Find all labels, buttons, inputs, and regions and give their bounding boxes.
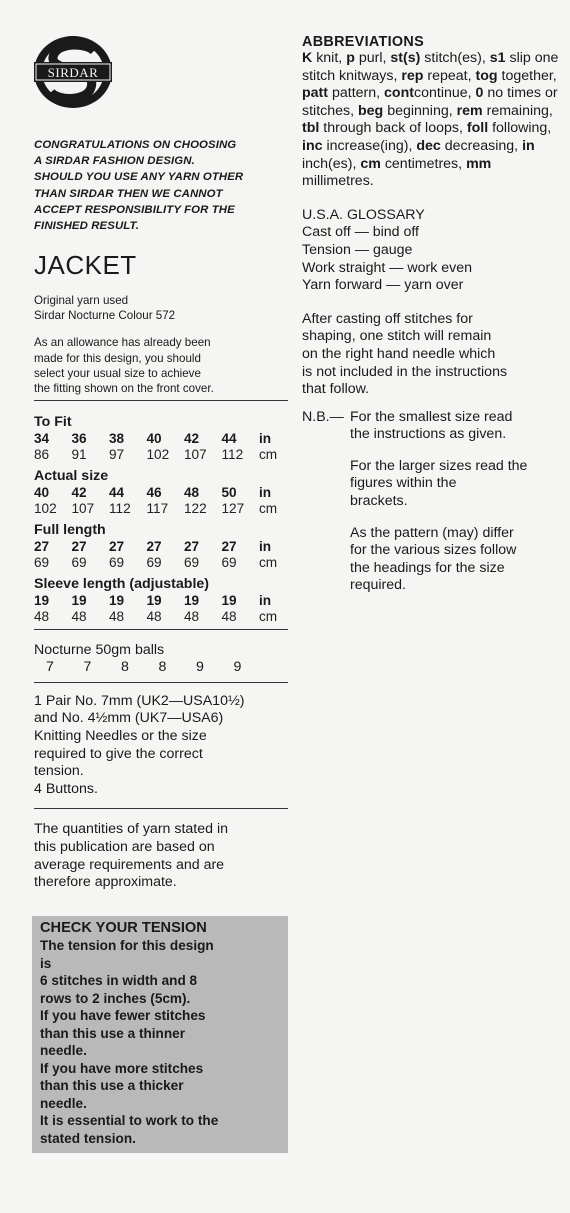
size-row-cm — [34, 501, 288, 518]
casting-line: is not included in the instructions — [302, 363, 508, 380]
abbreviation-term: tbl — [302, 120, 320, 137]
tension-line: than this use a thicker — [40, 1078, 184, 1094]
abbreviation-meaning: knit, — [316, 50, 343, 66]
size-value: 48 — [221, 609, 237, 625]
abbreviation-term: patt — [302, 85, 329, 102]
tension-line: The tension for this design — [40, 938, 214, 954]
size-row-cm — [34, 555, 288, 572]
quantities-line: this publication are based on — [34, 839, 215, 855]
divider — [34, 808, 288, 809]
design-title: JACKET — [34, 250, 137, 281]
abbreviation-term: mm — [466, 155, 492, 172]
abbreviation-term: tog — [475, 67, 498, 84]
original-yarn-line: Sirdar Nocturne Colour 572 — [34, 308, 176, 322]
size-value: 40 — [146, 430, 162, 446]
size-unit: cm — [259, 609, 278, 625]
size-heading: Actual size — [34, 467, 109, 484]
abbreviation-term: p — [346, 50, 355, 66]
needles-line: 1 Pair No. 7mm (UK2—USA10½) — [34, 692, 245, 709]
tension-line: needle. — [40, 1043, 87, 1059]
size-value: 48 — [184, 609, 200, 625]
size-value: 91 — [71, 447, 87, 463]
nb-second — [350, 458, 564, 511]
abbreviation-term: in — [522, 137, 535, 154]
divider — [34, 682, 288, 683]
size-value: 46 — [146, 484, 162, 500]
nb-second-line: For the larger sizes read the — [350, 457, 528, 474]
tension-line: If you have more stitches — [40, 1060, 204, 1076]
abbreviations-heading: ABBREVIATIONS — [302, 34, 424, 50]
ball-count: 7 — [83, 658, 92, 675]
tension-line: needle. — [40, 1095, 87, 1111]
nb-third — [350, 525, 564, 595]
size-value: 19 — [71, 592, 87, 608]
size-row-inches — [34, 593, 288, 610]
size-value: 69 — [34, 555, 50, 571]
abbreviation-term: cont — [384, 85, 414, 102]
tension-heading: CHECK YOUR TENSION — [40, 919, 207, 936]
size-heading: Sleeve length (adjustable) — [34, 575, 210, 592]
size-unit: cm — [259, 501, 278, 517]
abbreviation-term: foll — [466, 120, 489, 137]
size-value: 27 — [146, 538, 162, 554]
nb-note — [302, 409, 564, 595]
glossary-line: Work straight — work even — [302, 259, 473, 276]
size-value: 102 — [146, 447, 170, 463]
sirdar-logo — [32, 34, 114, 110]
needles-line: Knitting Needles or the size — [34, 728, 207, 745]
divider — [34, 629, 288, 630]
size-value: 69 — [184, 555, 200, 571]
notice-line: A SIRDAR FASHION DESIGN. — [34, 155, 195, 168]
size-row-inches — [34, 485, 288, 502]
size-value: 38 — [109, 430, 125, 446]
size-heading: To Fit — [34, 413, 72, 430]
allowance-line: the fitting shown on the front cover. — [34, 382, 214, 396]
notice-line: SHOULD YOU USE ANY YARN OTHER — [34, 171, 244, 184]
abbreviation-term: s1 — [489, 50, 506, 66]
size-value: 27 — [71, 538, 87, 554]
needles-line: required to give the correct — [34, 745, 203, 762]
size-value: 48 — [184, 484, 200, 500]
glossary-line: Tension — gauge — [302, 241, 413, 258]
original-yarn-line: Original yarn used — [34, 294, 129, 308]
size-value: 69 — [221, 555, 237, 571]
size-value: 107 — [71, 501, 95, 517]
size-value: 19 — [184, 592, 200, 608]
size-value: 48 — [109, 609, 125, 625]
yarn-label: Nocturne 50gm balls — [34, 641, 165, 658]
size-row-cm — [34, 447, 288, 464]
size-value: 107 — [184, 447, 207, 463]
tension-line: is — [40, 955, 52, 971]
tension-line: than this use a thinner — [40, 1025, 186, 1041]
abbreviation-term: beg — [358, 102, 384, 119]
left-column — [34, 34, 288, 1153]
abbreviation-meaning: stitch(es), — [424, 50, 486, 66]
abbreviation-term: dec — [416, 137, 441, 154]
allowance-line: select your usual size to achieve — [34, 367, 201, 381]
size-value: 19 — [34, 592, 50, 608]
size-heading: Full length — [34, 521, 106, 538]
size-value: 36 — [71, 430, 87, 446]
abbreviations-list — [302, 50, 564, 191]
tension-line: It is essential to work to the — [40, 1113, 219, 1129]
size-unit: cm — [259, 447, 278, 463]
size-group-full-length — [34, 518, 288, 572]
casting-line: on the right hand needle which — [302, 345, 496, 362]
size-row-inches — [34, 539, 288, 556]
abbreviation-meaning: pattern, — [331, 85, 381, 102]
nb-third-line: As the pattern (may) differ — [350, 524, 514, 541]
size-value: 117 — [146, 501, 169, 517]
size-value: 42 — [71, 484, 87, 500]
ball-count: 8 — [158, 658, 167, 675]
quantities-note — [34, 821, 288, 891]
size-group-sleeve-length — [34, 572, 288, 626]
abbreviation-meaning: decreasing, — [444, 137, 519, 154]
casting-line: After casting off stitches for — [302, 310, 473, 327]
yarn-requirements — [34, 642, 288, 676]
abbreviation-meaning: millimetres. — [302, 173, 374, 190]
quantities-line: The quantities of yarn stated in — [34, 821, 229, 838]
abbreviation-term: 0 — [475, 85, 484, 102]
size-group-to-fit — [34, 410, 288, 464]
nb-first-line: For the smallest size read — [350, 408, 513, 425]
size-value: 86 — [34, 447, 50, 463]
tension-line: stated tension. — [40, 1130, 136, 1146]
abbreviation-meaning: continue, — [414, 85, 472, 102]
size-value: 44 — [221, 430, 237, 446]
needles-line: 4 Buttons. — [34, 780, 98, 797]
size-unit: in — [259, 430, 272, 446]
notice-line: ACCEPT RESPONSIBILITY FOR THE — [34, 203, 235, 216]
nb-third-line: the headings for the size — [350, 559, 505, 576]
abbreviation-term: inc — [302, 137, 323, 154]
size-table — [34, 410, 288, 626]
abbreviation-meaning: centimetres, — [384, 155, 463, 172]
usa-glossary — [302, 207, 564, 295]
casting-line: shaping, one stitch will remain — [302, 328, 492, 345]
ball-count: 7 — [46, 658, 54, 675]
allowance-line: As an allowance has already been — [34, 336, 211, 350]
size-value: 19 — [221, 592, 237, 608]
nb-first — [302, 409, 564, 427]
abbreviation-term: cm — [360, 155, 381, 172]
size-value: 27 — [221, 538, 237, 554]
ball-count: 9 — [196, 658, 204, 675]
abbreviation-meaning: increase(ing), — [326, 137, 413, 154]
yarn-balls-row — [34, 659, 288, 676]
nb-label: N.B.— — [302, 408, 344, 425]
glossary-heading: U.S.A. GLOSSARY — [302, 206, 425, 223]
needles-line: tension. — [34, 763, 84, 780]
tension-line: If you have fewer stitches — [40, 1008, 206, 1024]
size-value: 48 — [146, 609, 162, 625]
allowance-note — [34, 335, 288, 397]
size-value: 102 — [34, 501, 57, 517]
size-value: 19 — [109, 592, 125, 608]
size-row-cm — [34, 609, 288, 626]
logo-text: SIRDAR — [47, 65, 99, 80]
glossary-line: Cast off — bind off — [302, 224, 419, 241]
tension-line: rows to 2 inches (5cm). — [40, 990, 191, 1006]
size-value: 69 — [71, 555, 87, 571]
needles-and-buttons — [34, 693, 288, 799]
allowance-line: made for this design, you should — [34, 351, 201, 365]
size-value: 48 — [34, 609, 50, 625]
notice-line: CONGRATULATIONS ON CHOOSING — [34, 139, 237, 151]
ball-count: 8 — [121, 658, 129, 675]
size-value: 27 — [34, 538, 50, 554]
notice-line: FINISHED RESULT. — [34, 220, 139, 233]
size-value: 27 — [184, 538, 200, 554]
ball-count: 9 — [233, 658, 242, 675]
abbreviation-term: rep — [401, 67, 424, 84]
abbreviation-meaning: repeat, — [427, 67, 472, 84]
abbreviation-meaning: slip one stitch knitways, — [302, 50, 559, 84]
original-yarn — [34, 294, 288, 323]
size-value: 50 — [221, 484, 237, 500]
nb-second-line: brackets. — [350, 493, 408, 510]
size-value: 27 — [109, 538, 125, 554]
quantities-line: average requirements and are — [34, 856, 225, 873]
quantities-line: therefore approximate. — [34, 874, 177, 891]
needles-line: and No. 4½mm (UK7—USA6) — [34, 710, 224, 727]
abbreviation-term: K — [302, 50, 313, 66]
casting-line: that follow. — [302, 381, 370, 398]
tension-line: 6 stitches in width and 8 — [40, 973, 198, 989]
divider — [34, 400, 288, 401]
nb-third-line: required. — [350, 577, 406, 594]
abbreviation-meaning: through back of loops, — [323, 120, 463, 137]
abbreviation-meaning: beginning, — [387, 102, 453, 119]
nb-second-line: figures within the — [350, 475, 457, 492]
size-row-inches — [34, 431, 288, 448]
size-unit: in — [259, 484, 272, 500]
size-value: 69 — [146, 555, 162, 571]
abbreviation-meaning: together, — [501, 67, 557, 84]
casting-off-note — [302, 311, 564, 399]
size-value: 97 — [109, 447, 125, 463]
abbreviation-meaning: following, — [492, 120, 552, 137]
right-column — [302, 34, 564, 595]
abbreviation-term: st(s) — [390, 50, 421, 66]
size-unit: in — [259, 592, 272, 608]
size-value: 19 — [146, 592, 162, 608]
congratulations-notice — [34, 137, 288, 234]
abbreviation-meaning: purl, — [358, 50, 387, 66]
size-value: 42 — [184, 430, 200, 446]
size-value: 44 — [109, 484, 125, 500]
glossary-line: Yarn forward — yarn over — [302, 277, 464, 294]
size-unit: cm — [259, 555, 278, 571]
nb-first-line: the instructions as given. — [350, 426, 507, 443]
size-value: 112 — [221, 447, 244, 463]
abbreviation-meaning: no times or stitches, — [302, 85, 558, 119]
abbreviation-term: rem — [456, 102, 483, 119]
notice-line: THAN SIRDAR THEN WE CANNOT — [34, 187, 223, 200]
size-value: 48 — [71, 609, 87, 625]
size-value: 127 — [221, 501, 245, 517]
size-unit: in — [259, 538, 272, 554]
abbreviation-meaning: remaining, — [486, 102, 553, 119]
size-value: 122 — [184, 501, 207, 517]
tension-box — [32, 916, 288, 1154]
size-value: 69 — [109, 555, 125, 571]
nb-third-line: for the various sizes follow — [350, 542, 517, 559]
abbreviation-meaning: inch(es), — [302, 155, 357, 172]
size-value: 34 — [34, 430, 50, 446]
size-value: 40 — [34, 484, 50, 500]
size-group-actual-size — [34, 464, 288, 518]
size-value: 112 — [109, 501, 131, 517]
